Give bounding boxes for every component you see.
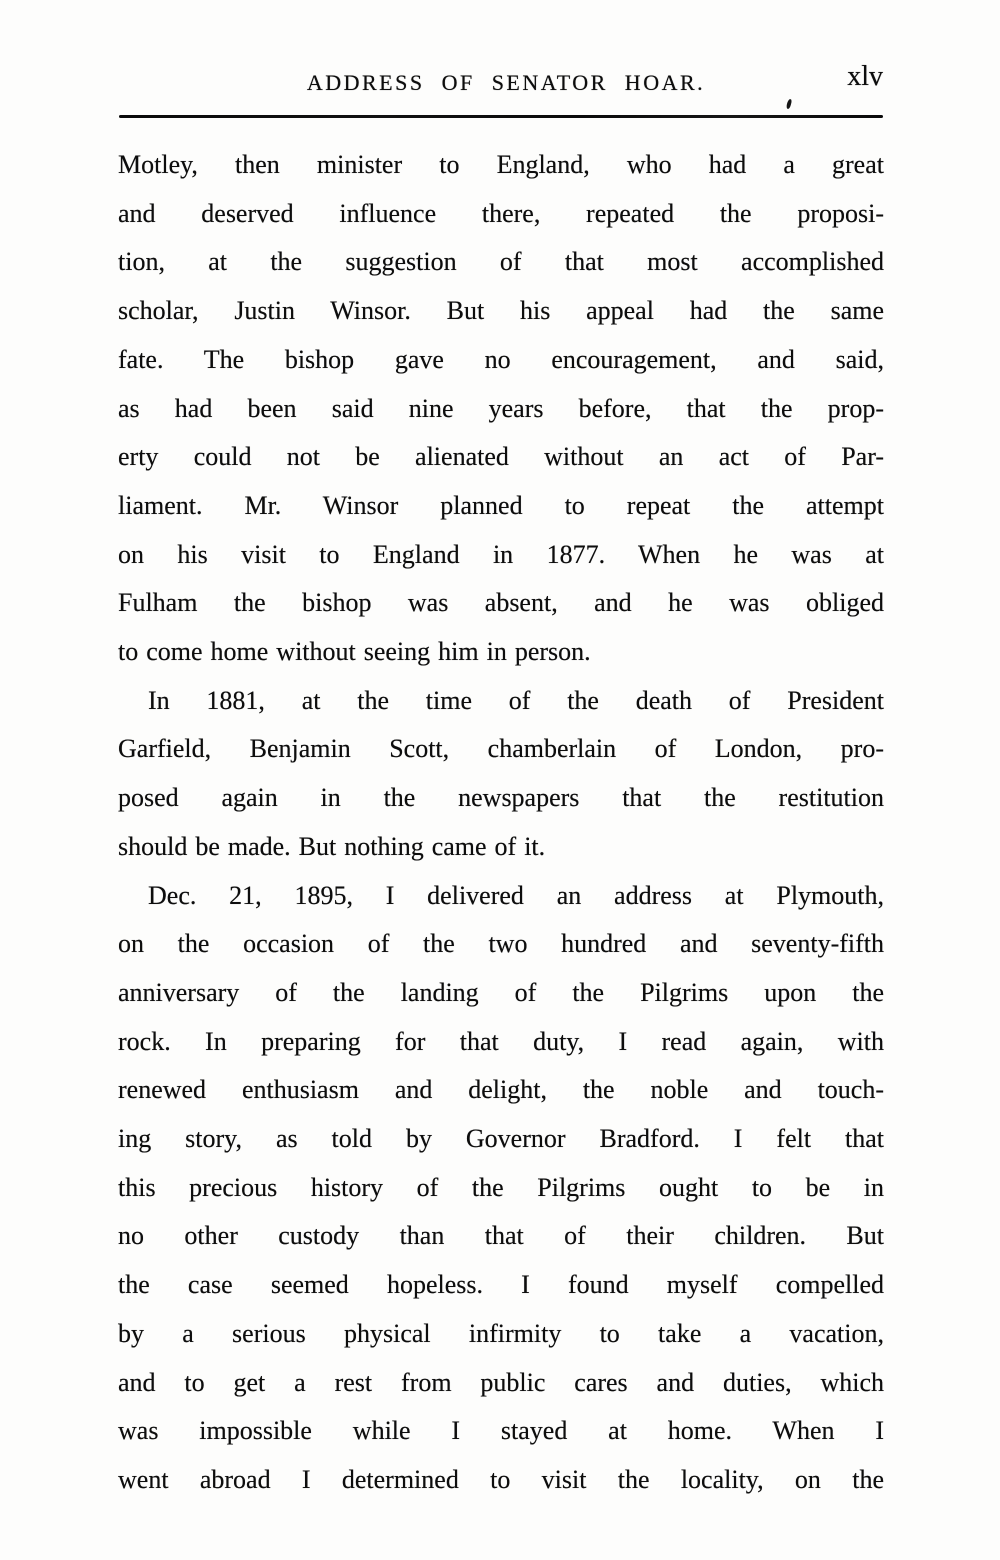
text-line: Garfield, Benjamin Scott, chamberlain of London, pro- bbox=[118, 734, 884, 764]
text-line: anniversary of the landing of the Pilgrims upon the bbox=[118, 977, 884, 1007]
text-line: by a serious physical infirmity to take a vacation, bbox=[118, 1318, 884, 1348]
running-header-title: ADDRESS OF SENATOR HOAR. bbox=[306, 70, 706, 95]
text-line: erty could not be alienated without an act of Par- bbox=[118, 442, 884, 472]
text-line: and to get a rest from public cares and duties, which bbox=[118, 1367, 884, 1397]
text-line: and deserved influence there, repeated the proposi- bbox=[118, 198, 884, 228]
text-line: fate. The bishop gave no encouragement, and said, bbox=[118, 344, 884, 374]
text-line: was impossible while I stayed at home. When I bbox=[118, 1416, 884, 1446]
text-line: on the occasion of the two hundred and seventy-fifth bbox=[118, 929, 884, 959]
text-line: rock. In preparing for that duty, I read again, with bbox=[118, 1026, 884, 1056]
text-line: should be made. But nothing came of it. bbox=[118, 831, 546, 861]
text-line: the case seemed hopeless. I found myself compelled bbox=[118, 1270, 884, 1300]
text-line: on his visit to England in 1877. When he was at bbox=[118, 539, 884, 569]
text-line: Dec. 21, 1895, I delivered an address at Plymouth, bbox=[148, 880, 884, 910]
text-line: In 1881, at the time of the death of President bbox=[148, 685, 884, 715]
text-line: scholar, Justin Winsor. But his appeal had the same bbox=[118, 296, 884, 326]
text-line: as had been said nine years before, that the prop- bbox=[118, 393, 884, 423]
page-body bbox=[118, 141, 884, 1505]
scan-ink-speck bbox=[786, 99, 792, 110]
paragraph bbox=[118, 677, 884, 872]
text-line: liament. Mr. Winsor planned to repeat the attempt bbox=[118, 490, 884, 520]
paragraph bbox=[118, 141, 884, 677]
text-line: posed again in the newspapers that the restitution bbox=[118, 783, 884, 813]
text-line: Fulham the bishop was absent, and he was obliged bbox=[118, 588, 884, 618]
text-line: no other custody than that of their children. But bbox=[118, 1221, 884, 1251]
paragraph bbox=[118, 872, 884, 1505]
text-line: went abroad I determined to visit the locality, on the bbox=[118, 1464, 884, 1494]
text-line: Motley, then minister to England, who had a great bbox=[118, 150, 884, 179]
text-line: renewed enthusiasm and delight, the noble and touch- bbox=[118, 1075, 884, 1105]
text-line: tion, at the suggestion of that most accomplished bbox=[118, 247, 884, 277]
header-rule bbox=[119, 115, 883, 118]
text-line: ing story, as told by Governor Bradford. I felt that bbox=[118, 1124, 884, 1154]
page-number: xlv bbox=[847, 61, 883, 92]
text-line: this precious history of the Pilgrims ought to be in bbox=[118, 1172, 884, 1202]
text-line: to come home without seeing him in person. bbox=[118, 637, 591, 667]
